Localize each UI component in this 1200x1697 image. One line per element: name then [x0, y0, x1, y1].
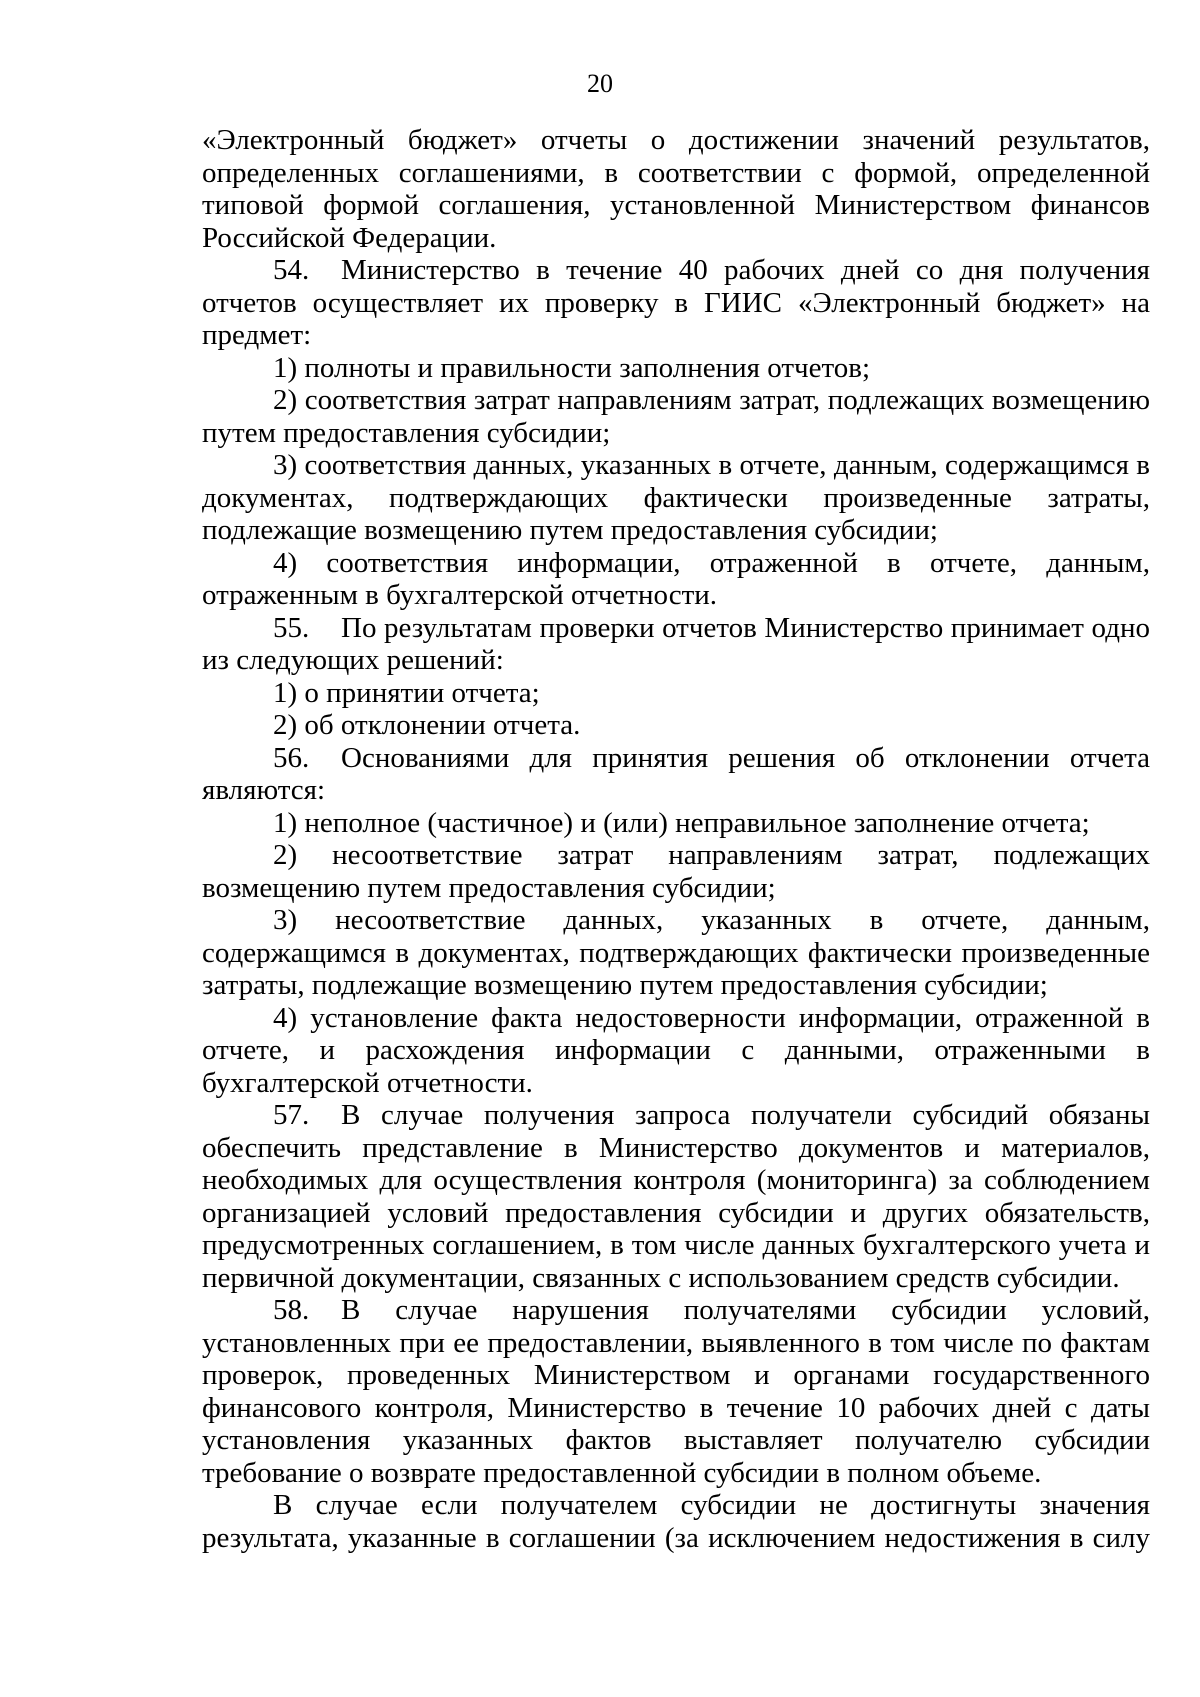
paragraph — [202, 254, 1150, 352]
paragraph-text: 1) неполное (частичное) и (или) неправильное заполнение отчета; — [273, 806, 1090, 839]
paragraph — [202, 677, 1150, 710]
paragraph — [202, 612, 1150, 677]
paragraph — [202, 1099, 1150, 1294]
paragraph-text: 4) соответствия информации, отраженной в отчете, данным, отраженным в бухгалтерской отчетности. — [202, 546, 1150, 611]
paragraph — [202, 904, 1150, 1002]
paragraph — [202, 547, 1150, 612]
paragraph-text: 2) несоответствие затрат направлениям затрат, подлежащих возмещению путем предоставления субсидии; — [202, 839, 1150, 904]
paragraph — [202, 807, 1150, 840]
paragraph — [202, 1489, 1150, 1554]
paragraph-number: 54. — [273, 254, 310, 286]
paragraph-text: «Электронный бюджет» отчеты о достижении значений результатов, определенных соглашениями, в соответствии с формой, определенной типовой формой соглашения, установленной Министерством финансов Российской Федерации. — [202, 124, 1150, 254]
paragraph-text: 1) полноты и правильности заполнения отчетов; — [273, 351, 871, 384]
paragraph — [202, 709, 1150, 742]
paragraph-number: 56. — [273, 741, 310, 774]
paragraph-text: В случае получения запроса получатели субсидий обязаны обеспечить представление в Министерство документов и материалов, необходимых для осуществления контроля (мониторинга) за соблюдением организацией условий предоставления субсидии и других обязательств, предусмотренных соглашением, в том числе данных бухгалтерского учета и первичной документации, связанных с использованием средств субсидии. — [202, 1099, 1150, 1294]
document-body — [202, 124, 1150, 1554]
paragraph — [202, 1002, 1150, 1100]
paragraph — [202, 124, 1150, 254]
page-number: 20 — [587, 69, 613, 98]
paragraph — [202, 1294, 1150, 1489]
paragraph-text: 1) о принятии отчета; — [273, 676, 540, 709]
paragraph-text: По результатам проверки отчетов Министерство принимает одно из следующих решений: — [202, 611, 1150, 676]
paragraph-number: 55. — [273, 611, 310, 644]
paragraph — [202, 352, 1150, 385]
paragraph-text: 4) установление факта недостоверности информации, отраженной в отчете, и расхождения информации с данными, отраженными в бухгалтерской отчетности. — [202, 1001, 1150, 1099]
paragraph-number: 57. — [273, 1099, 310, 1131]
paragraph-text: В случае нарушения получателями субсидии условий, установленных при ее предоставлении, выявленного в том числе по фактам проверок, проведенных Министерством и органами государственного финансового контроля, Министерство в течение 10 рабочих дней с даты установления указанных фактов выставляет получателю субсидии требование о возврате предоставленной субсидии в полном объеме. — [202, 1294, 1150, 1489]
paragraph-text: 3) несоответствие данных, указанных в отчете, данным, содержащимся в документах, подтверждающих фактически произведенные затраты, подлежащие возмещению путем предоставления субсидии; — [202, 904, 1150, 1001]
paragraph — [202, 839, 1150, 904]
paragraph-text: Министерство в течение 40 рабочих дней со дня получения отчетов осуществляет их проверку в ГИИС «Электронный бюджет» на предмет: — [202, 254, 1150, 351]
paragraph-text: 2) об отклонении отчета. — [273, 709, 581, 741]
paragraph-text: 2) соответствия затрат направлениям затрат, подлежащих возмещению путем предоставления субсидии; — [202, 384, 1150, 449]
paragraph — [202, 449, 1150, 547]
paragraph-text: Основаниями для принятия решения об отклонении отчета являются: — [202, 741, 1150, 806]
paragraph-text: В случае если получателем субсидии не достигнуты значения результата, указанные в соглашении (за исключением недостижения в силу — [202, 1489, 1150, 1554]
paragraph — [202, 384, 1150, 449]
paragraph-number: 58. — [273, 1294, 310, 1326]
paragraph-text: 3) соответствия данных, указанных в отчете, данным, содержащимся в документах, подтверждающих фактически произведенные затраты, подлежащие возмещению путем предоставления субсидии; — [202, 449, 1150, 546]
paragraph — [202, 742, 1150, 807]
